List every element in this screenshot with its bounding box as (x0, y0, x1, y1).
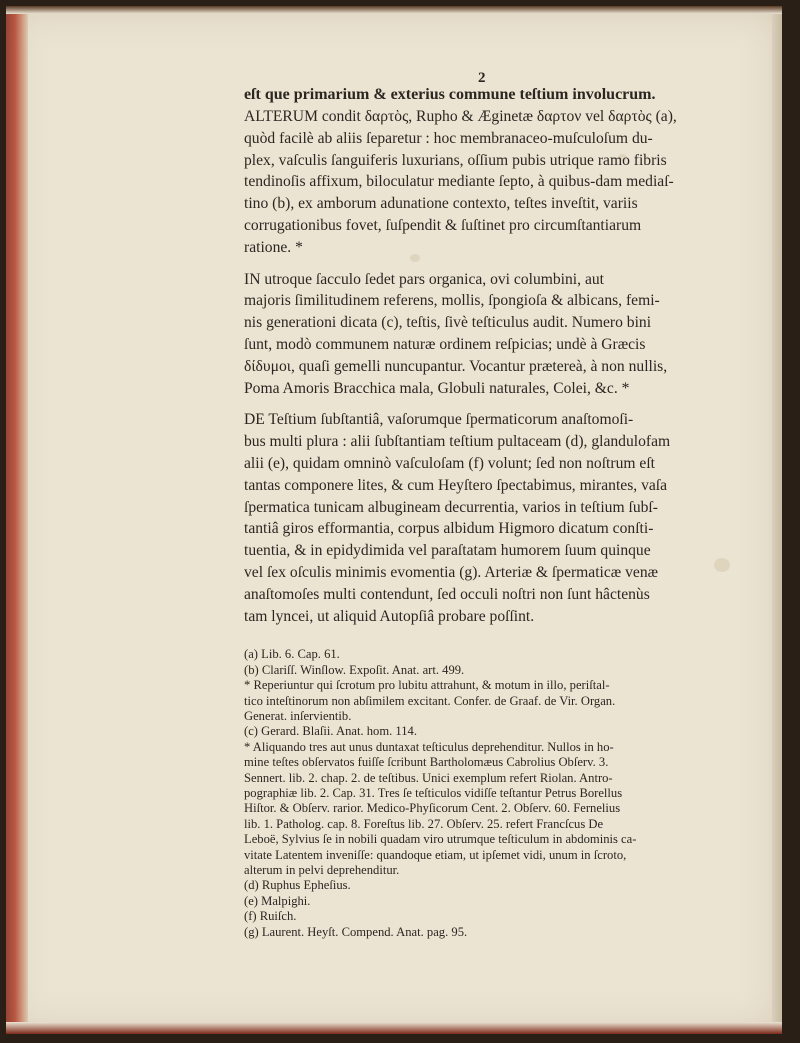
footnote-line: lib. 1. Patholog. cap. 8. Foreſtus lib. 27. Obſerv. 25. refert Francſcus De (244, 816, 604, 831)
text-line: majoris ſimilitudinem referens, mollis, ſpongioſa & albicans, femi- (244, 292, 660, 310)
text-line: IN utroque ſacculo ſedet pars organica, ovi columbini, aut (244, 270, 604, 288)
text-line: bus multi plura : alii ſubſtantiam teſtium pultaceam (d), glandulofam (244, 433, 671, 451)
footnote-line: Generat. inſervientib. (244, 708, 352, 723)
text-line: ALTERUM condit δαρτὸς, Rupho & Æginetæ δαρτον vel δαρτὸς (a), (244, 108, 677, 125)
text-line: δίδυμοι, quaſi gemelli nuncupantur. Vocantur prætereà, à non nullis, (244, 357, 668, 375)
binding-edge (6, 6, 28, 1034)
footnote-line: Hiſtor. & Obſerv. rarior. Medico-Phyſicorum Cent. 2. Obſerv. 60. Fernelius (244, 801, 621, 816)
footnote-line: Leboë, Sylvius ſe in nobili quadam viro utrumque teſticulum in abdominis ca- (244, 832, 637, 847)
text-line: ſpermatica tunicam albugineam decurrentia, varios in teſtium ſubſ- (244, 498, 658, 516)
footnote-line: (c) Gerard. Blaſii. Anat. hom. 114. (244, 724, 418, 739)
text-line: ratione. * (244, 238, 303, 256)
paragraph-de-testium (244, 409, 774, 627)
top-edge (6, 6, 782, 14)
footnote-line: mine teſtes obſervatos fuiſſe ſcribunt Bartholomæus Cabrolius Obſerv. 3. (244, 755, 609, 770)
text-line: tuentia, & in epidydimida vel paraſtatam humorem ſuum quinque (244, 542, 651, 560)
footnote-line: (f) Ruiſch. (244, 909, 297, 924)
text-line: nis generationi dicata (c), teſtis, ſivè teſticulus audit. Numero bini (244, 314, 652, 332)
text-line: alii (e), quidam omninò vaſculoſam (f) volunt; ſed non noſtrum eſt (244, 454, 655, 472)
footnote-line: tico inteſtinorum non abſimilem excitant. Confer. de Graaf. de Vir. Organ. (244, 693, 616, 708)
text-line: ſunt, modò communem naturæ ordinem reſpicias; undè à Græcis (244, 335, 646, 353)
footnote-line: (d) Ruphus Epheſius. (244, 878, 351, 893)
footnote-line: (b) Clariſſ. Winſlow. Expoſit. Anat. art. 499. (244, 662, 465, 677)
footnotes (244, 647, 774, 940)
text-line: anaſtomoſes multi contendunt, ſed occuli noſtri non ſunt hâctenùs (244, 585, 650, 603)
footnote-line: pographiæ lib. 2. Cap. 31. Tres ſe teſticulos vidiſſe teſtantur Petrus Borellus (244, 785, 623, 800)
bottom-edge (6, 1022, 782, 1034)
text-line: tam lyncei, ut aliquid Autopſiâ probare poſſint. (244, 607, 535, 625)
text-line: tantas componere lites, & cum Heyſtero ſpectabimus, mirantes, vaſa (244, 476, 668, 494)
text-line: tino (b), ex amborum adunatione contexto, teſtes inveſtit, variis (244, 195, 638, 213)
text-line: plex, vaſculis ſanguiferis luxurians, oſſium pubis utrique ramo fibris (244, 151, 667, 169)
footnote-line: vitate Latentem inveniſſe: quandoque etiam, ut ipſemet vidi, unum in ſcroto, (244, 847, 627, 862)
text-line: DE Teſtium ſubſtantiâ, vaſorumque ſpermaticorum anaſtomoſi- (244, 411, 634, 429)
text-line: corrugationibus fovet, ſuſpendit & ſuſtinet pro circumſtantiarum (244, 216, 642, 234)
text-line: vel ſex oſculis minimis evomentia (g). Arteriæ & ſpermaticæ venæ (244, 563, 659, 581)
running-head: eſt que primarium & exterius commune teſtium involucrum. (244, 86, 656, 103)
page-number: 2 (478, 70, 486, 86)
footnote-line: (g) Laurent. Heyſt. Compend. Anat. pag. 95. (244, 924, 468, 939)
paragraph-in-utroque (244, 269, 774, 400)
footnote-line: * Aliquando tres aut unus duntaxat teſticulus deprehenditur. Nullos in ho- (244, 739, 614, 754)
footnote-line: * Reperiuntur qui ſcrotum pro lubitu attrahunt, & motum in illo, periſtal- (244, 678, 610, 693)
footnote-line: alterum in pelvi deprehenditur. (244, 863, 400, 878)
footnote-line: (a) Lib. 6. Cap. 61. (244, 647, 340, 662)
text-line: quòd facilè ab aliis ſeparetur : hoc membranaceo-muſculoſum du- (244, 129, 653, 147)
paragraph-alterum (244, 106, 774, 259)
text-line: Poma Amoris Bracchica mala, Globuli naturales, Colei, &c. * (244, 379, 630, 397)
footnote-line: Sennert. lib. 2. chap. 2. de teſtibus. Unici exemplum refert Riolan. Antro- (244, 770, 613, 785)
footnote-line: (e) Malpighi. (244, 893, 311, 908)
text-block (244, 66, 774, 940)
text-line: tendinoſis affixum, biloculatur mediante ſepto, à quibus-dam mediaſ- (244, 173, 674, 191)
text-line: tantiâ giros efformantia, corpus albidum Higmoro dicatum conſti- (244, 520, 654, 538)
